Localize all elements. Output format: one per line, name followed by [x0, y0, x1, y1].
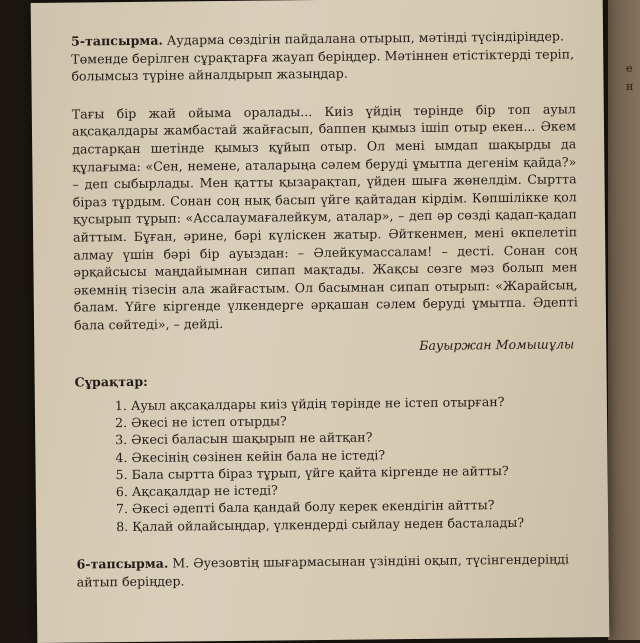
story-author: Бауыржан Момышұлы — [419, 335, 575, 353]
questions-heading: Сұрақтар: — [74, 373, 148, 390]
question-item: 7. Әкесі әдепті бала қандай болу керек екендігін айтты? — [115, 497, 495, 517]
question-item: 8. Қалай ойлайсыңдар, үлкендерді сыйлау неден басталады? — [116, 514, 525, 534]
question-item: 4. Әкесінің сөзінен кейін бала не істеді? — [115, 446, 386, 465]
adjacent-page — [608, 0, 640, 640]
question-item: 2. Әкесі не істеп отырды? — [114, 413, 287, 431]
task-6 — [76, 550, 580, 590]
question-item: 5. Бала сыртта біраз тұрып, үйге қайта кіргенде не айтты? — [115, 462, 509, 483]
task-5-label: 5-тапсырма. — [70, 32, 163, 49]
adjacent-page-fragment: н — [626, 80, 634, 93]
task-5-text: Аударма сөздігін пайдалана отырып, мәтінді түсіндіріңдер. Төменде берілген сұрақтарға жауап беріңдер. Мәтіннен етістіктерді теріп, болымсыз түріне айналдырып жазыңдар. — [71, 28, 575, 84]
task-6-text: М. Әуезовтің шығармасынан үзіндіні оқып, түсінгендеріңді айтып беріңдер. — [76, 551, 570, 590]
page-content — [71, 27, 581, 590]
book-page — [31, 0, 610, 643]
task-6-label: 6-тапсырма. — [76, 555, 169, 572]
question-item: 1. Ауыл ақсақалдары киіз үйдің төрінде не істеп отырған? — [114, 393, 505, 413]
story-paragraph: Тағы бір жай ойыма оралады... Киіз үйдің төрінде бір топ ауыл ақсақалдары жамбастай жайғасып, баппен қымыз ішіп отыр екен... Әкем дастарқан шетінде қымыз құйып отыр. Ол мені ымдап шақырды да құлағыма: «Сен, немене, аталарыңа сәлем беруді ұмытпа дегенім қайда?» – деп сыбырлады. Мен қатты қызарақтап, үйден шыға жөнелдім. Сыртта біраз тұрдым. Сонан соң нық басып үйге қайтадан кірдім. Көпшілікке қол қусырып тұрып: «Ассалаумағалейкум, аталар», – деп әр сөзді қадап-қадап айттым. Бұған, әрине, бәрі күліскен жатыр. Әйткенмен, мені өкпелетіп алмау үшін бәрі бір ауыздан: – Әлейкумассалам! – десті. Сонан соң әрқайсысы маңдайымнан сипап мақтады. Жақсы сөзге мәз болып мен әкемнің тізесін ала жайғастым. Ол басымнан сипап отырып: «Жарайсың, балам. Үйге кіргенде үлкендерге әрқашан сәлем беруді ұмытпа. Әдепті бала сөйтеді», – дейді. — [71, 101, 578, 333]
question-item: 6. Ақсақалдар не істеді? — [115, 482, 278, 500]
adjacent-page-fragment: е — [626, 62, 633, 75]
questions-list — [75, 392, 580, 536]
task-5 — [71, 27, 576, 85]
question-item: 3. Әкесі баласын шақырып не айтқан? — [115, 429, 373, 448]
story-text — [72, 100, 579, 358]
